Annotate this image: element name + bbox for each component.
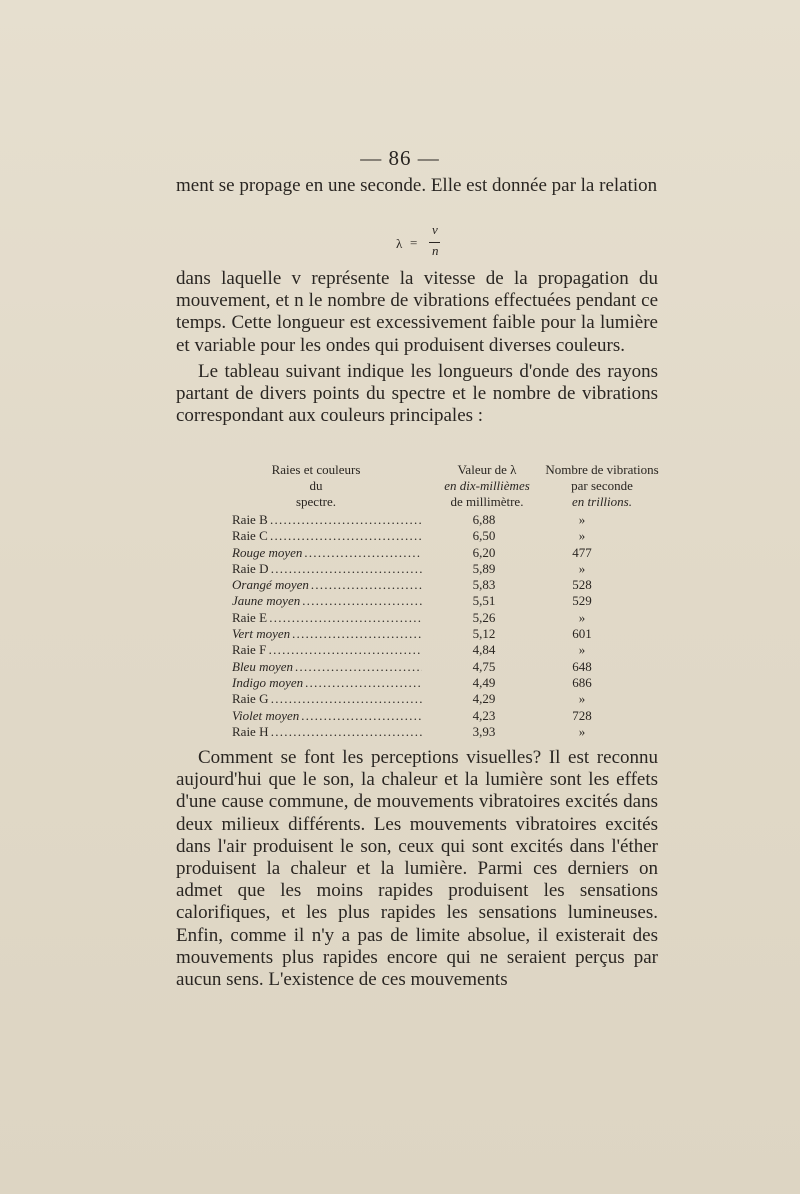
header-line: en dix-millièmes	[444, 478, 530, 493]
row-vibrations: »	[578, 528, 586, 544]
table-row	[232, 659, 672, 675]
row-vibrations: »	[578, 609, 586, 625]
row-wavelength: 5,51	[472, 593, 496, 609]
header-line: Valeur de λ	[457, 462, 517, 477]
table-row	[232, 626, 672, 642]
header-line: par seconde	[571, 478, 633, 493]
row-wavelength: 5,83	[472, 577, 496, 593]
row-wavelength: 4,29	[472, 691, 496, 707]
row-name: Jaune moyen . . .	[232, 593, 422, 609]
row-name: Raie E . . .	[232, 610, 422, 626]
row-vibrations: »	[578, 512, 586, 527]
header-vibrations-col	[532, 462, 672, 510]
row-name: Bleu moyen . . .	[232, 659, 422, 675]
header-line: Raies et couleurs	[271, 462, 361, 477]
row-wavelength: 5,12	[472, 626, 496, 642]
row-name: Rouge moyen . . .	[232, 545, 422, 561]
row-name: Raie C . . .	[232, 528, 422, 544]
table-row	[232, 528, 672, 544]
row-name: Vert moyen . . .	[232, 626, 422, 642]
row-vibrations: »	[578, 560, 586, 576]
row-wavelength: 4,75	[472, 658, 496, 674]
row-name: Orangé moyen . . .	[232, 577, 422, 593]
header-wavelength-col	[432, 462, 542, 510]
table-row	[232, 561, 672, 577]
paragraph-table-intro	[176, 361, 658, 428]
row-name: Indigo moyen . . .	[232, 675, 422, 691]
header-line: du	[309, 478, 323, 493]
table-row	[232, 675, 672, 691]
row-wavelength: 6,88	[472, 512, 496, 527]
row-vibrations: »	[578, 642, 586, 658]
header-line: en trillions.	[572, 494, 632, 509]
formula-denominator: n	[432, 243, 439, 258]
row-name: Raie G . . .	[232, 691, 422, 707]
formula-numerator: v	[432, 222, 438, 237]
row-vibrations: 648	[572, 658, 592, 674]
row-wavelength: 5,89	[472, 560, 496, 576]
header-line: Nombre de vibrations	[545, 462, 659, 477]
header-line: de millimètre.	[450, 494, 524, 509]
row-vibrations: 528	[572, 577, 592, 593]
row-name: Raie D . . .	[232, 561, 422, 577]
table-row	[232, 593, 672, 609]
table-row	[232, 642, 672, 658]
formula-lambda: λ	[396, 236, 403, 251]
row-wavelength: 6,20	[472, 544, 496, 560]
row-wavelength: 6,50	[472, 528, 496, 544]
table-row	[232, 512, 672, 528]
table-row	[232, 691, 672, 707]
paragraph-definition	[176, 268, 658, 357]
row-wavelength: 5,26	[472, 609, 496, 625]
paragraph-perceptions	[176, 747, 658, 991]
row-name: Raie H . . .	[232, 724, 422, 740]
row-vibrations: 529	[572, 593, 592, 609]
formula-equals: =	[410, 235, 418, 250]
table-row	[232, 610, 672, 626]
row-wavelength: 4,23	[472, 707, 496, 723]
paragraph-intro	[176, 175, 658, 197]
row-vibrations: »	[578, 691, 586, 707]
row-wavelength: 4,49	[472, 674, 496, 690]
table-row	[232, 577, 672, 593]
table-row	[232, 724, 672, 740]
row-wavelength: 4,84	[472, 642, 496, 658]
row-vibrations: 728	[572, 707, 592, 723]
row-vibrations: 601	[572, 626, 592, 642]
header-line: spectre.	[295, 494, 337, 509]
row-name: Violet moyen . . .	[232, 708, 422, 724]
header-lines-col	[256, 462, 376, 510]
row-wavelength: 3,93	[472, 723, 496, 739]
row-name: Raie B . . .	[232, 512, 422, 528]
page-number: — 86 —	[360, 146, 440, 170]
table-row	[232, 708, 672, 724]
paragraph-text: dans laquelle v représente la vitesse de la propagation du mouvement, et n le nombre de vibrations effectuées pendant ce temps. Cette longueur est excessivement faible pour la lumière et variable pour les ondes qui produisent diverses couleurs.	[176, 268, 658, 356]
row-name: Raie F . . .	[232, 642, 422, 658]
paragraph-text: ment se propage en une seconde. Elle est donnée par la relation	[176, 175, 658, 196]
paragraph-text: Le tableau suivant indique les longueurs d'onde des rayons partant de divers points du spectre et le nombre de vibrations correspondant aux couleurs principales :	[176, 361, 658, 427]
table-row	[232, 545, 672, 561]
row-vibrations: »	[578, 723, 586, 739]
spectrum-table	[232, 462, 672, 740]
table-header	[232, 462, 672, 512]
paragraph-text: Comment se font les perceptions visuelles? Il est reconnu aujourd'hui que le son, la chaleur et la lumière sont les effets d'une cause commune, de mouvements vibratoires excités dans deux milieux différents. Les mouvements vibratoires excités dans l'air produisent le son, ceux qui sont excités dans l'éther produisent la chaleur et la lumière. Parmi ces derniers on admet que les moins rapides produisent les sensations calorifiques, et les plus rapides les sensations lumineuses. Enfin, comme il n'y a pas de limite absolue, il existerait des mouvements plus rapides encore qui ne seraient perçus par aucun sens. L'existence de ces mouvements	[176, 747, 658, 991]
table-body	[232, 512, 672, 740]
row-vibrations: 686	[572, 674, 592, 690]
row-vibrations: 477	[572, 544, 592, 560]
